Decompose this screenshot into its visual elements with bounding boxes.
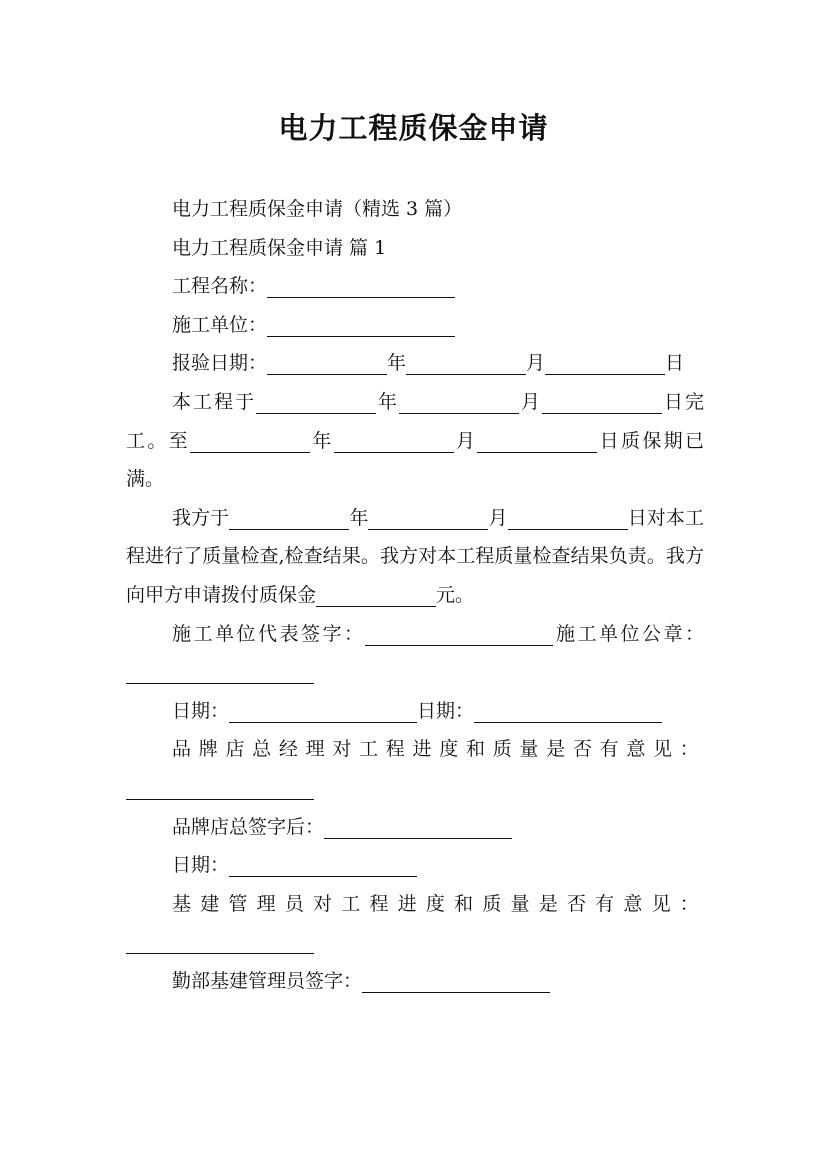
paragraph-text: 施工单位代表签字： bbox=[172, 622, 366, 645]
paragraph-text: 本工程于 bbox=[172, 390, 256, 413]
paragraph-text: 勤部基建管理员签字： bbox=[172, 969, 363, 992]
paragraph-text: 品牌店总经理对工程进度和质量是否有意见： bbox=[172, 738, 704, 761]
blank-underline bbox=[229, 696, 417, 723]
paragraph-text: 日 bbox=[665, 352, 685, 375]
paragraph-p11 bbox=[126, 808, 704, 847]
blank-underline bbox=[267, 271, 455, 298]
paragraph-text: 日对本工程进行了质量检查,检查结果。我方对本工程质量检查结果负责。我方向甲方申请拨付质保金 bbox=[126, 506, 704, 606]
blank-underline bbox=[267, 310, 455, 337]
paragraph-text: 电力工程质保金申请 篇 1 bbox=[172, 236, 387, 259]
paragraph-p13 bbox=[126, 885, 704, 962]
paragraph-text: 年 bbox=[310, 429, 334, 452]
paragraph-p12 bbox=[126, 846, 704, 885]
paragraph-p4 bbox=[126, 306, 704, 345]
blank-underline bbox=[542, 387, 662, 414]
paragraph-text: 施工单位公章： bbox=[553, 622, 704, 645]
paragraph-text: 品牌店总签字后： bbox=[172, 815, 325, 838]
paragraph-text: 施工单位： bbox=[172, 313, 268, 336]
paragraph-p6 bbox=[126, 383, 704, 499]
paragraph-text: 日完工。至 bbox=[126, 390, 704, 452]
paragraph-text: 电力工程质保金申请（精选 3 篇） bbox=[172, 198, 463, 220]
blank-underline bbox=[256, 387, 376, 414]
paragraph-text: 年 bbox=[349, 506, 369, 529]
paragraph-p5 bbox=[126, 344, 704, 383]
document-title: 电力工程质保金申请 bbox=[278, 111, 549, 145]
blank-underline bbox=[267, 348, 387, 375]
paragraph-p8 bbox=[126, 615, 704, 692]
paragraph-p2 bbox=[126, 229, 704, 268]
document-body bbox=[126, 190, 704, 1000]
blank-underline bbox=[365, 619, 553, 646]
blank-underline bbox=[545, 348, 665, 375]
paragraph-text: 月 bbox=[453, 429, 478, 452]
blank-underline bbox=[474, 696, 662, 723]
blank-underline bbox=[362, 966, 550, 993]
paragraph-text: 工程名称： bbox=[172, 275, 268, 298]
blank-underline bbox=[334, 426, 454, 453]
blank-underline bbox=[126, 927, 314, 954]
blank-underline bbox=[229, 503, 349, 530]
paragraph-text: 月 bbox=[518, 390, 542, 413]
blank-underline bbox=[406, 348, 526, 375]
paragraph-text: 年 bbox=[375, 390, 399, 413]
paragraph-text: 日期： bbox=[417, 699, 475, 722]
blank-underline bbox=[126, 657, 314, 684]
paragraph-p7 bbox=[126, 499, 704, 615]
paragraph-text: 基建管理员对工程进度和质量是否有意见： bbox=[172, 892, 704, 915]
paragraph-p10 bbox=[126, 730, 704, 807]
paragraph-text: 月 bbox=[526, 352, 546, 375]
paragraph-text: 元。 bbox=[436, 583, 475, 606]
blank-underline bbox=[368, 503, 488, 530]
paragraph-p1 bbox=[126, 190, 704, 229]
blank-underline bbox=[190, 426, 310, 453]
blank-underline bbox=[477, 426, 597, 453]
blank-underline bbox=[508, 503, 628, 530]
paragraph-text: 月 bbox=[488, 506, 508, 529]
blank-underline bbox=[399, 387, 519, 414]
blank-underline bbox=[316, 580, 436, 607]
blank-underline bbox=[229, 850, 417, 877]
paragraph-text: 报验日期： bbox=[172, 352, 268, 375]
paragraph-text: 日期： bbox=[172, 699, 230, 722]
paragraph-text: 日质保期已满。 bbox=[126, 429, 704, 491]
paragraph-p9 bbox=[126, 692, 704, 731]
paragraph-p14 bbox=[126, 962, 704, 1001]
paragraph-text: 日期： bbox=[172, 854, 230, 877]
paragraph-text: 年 bbox=[387, 352, 407, 375]
blank-underline bbox=[324, 812, 512, 839]
paragraph-text: 我方于 bbox=[172, 506, 230, 529]
paragraph-p3 bbox=[126, 267, 704, 306]
blank-underline bbox=[126, 773, 314, 800]
